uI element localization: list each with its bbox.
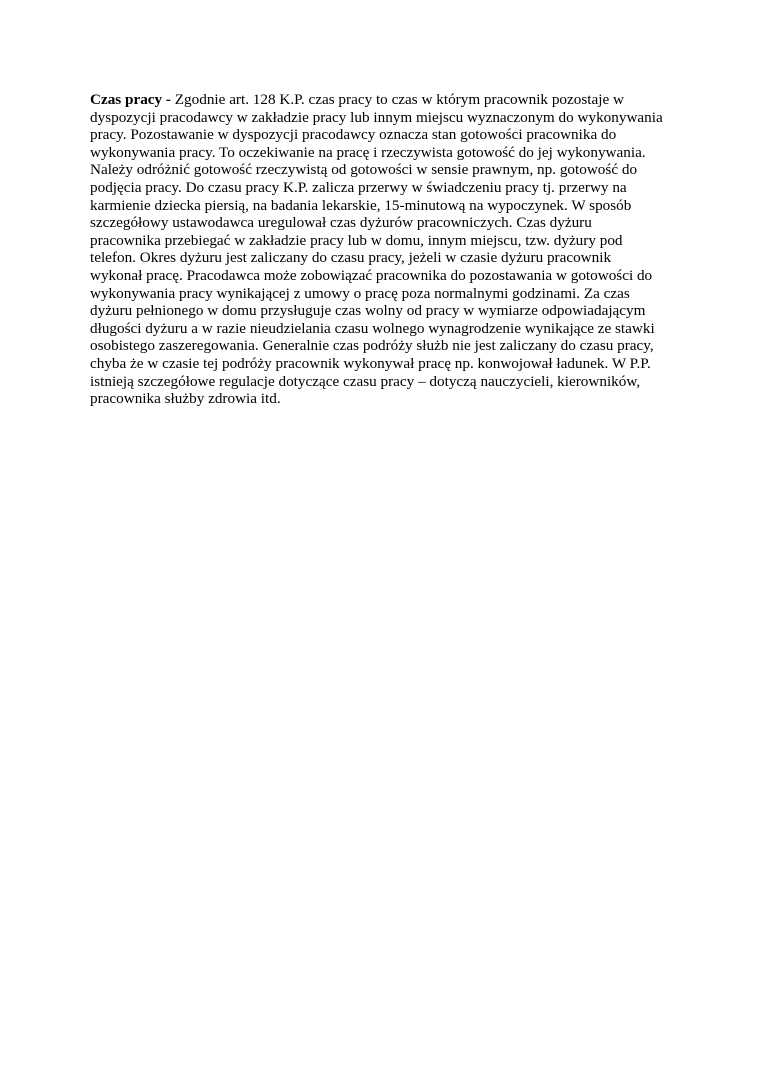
paragraph-line-7: karmienie dziecka piersią, na badania lekarskie, 15-minutową na wypoczynek. W sposób	[90, 196, 632, 214]
paragraph-line-4: wykonywania pracy. To oczekiwanie na pracę i rzeczywista gotowość do jej wykonywania.	[90, 143, 646, 161]
paragraph-line-5: Należy odróżnić gotowość rzeczywistą od gotowości w sensie prawnym, np. gotowość do	[90, 161, 638, 179]
paragraph-line-8: szczegółowy ustawodawca uregulował czas dyżurów pracowniczych. Czas dyżuru	[90, 214, 592, 232]
paragraph-line-2: dyspozycji pracodawcy w zakładzie pracy lub innym miejscu wyznaczonym do wykonywania	[90, 108, 663, 126]
paragraph-line-16: chyba że w czasie tej podróży pracownik wykonywał pracę np. konwojował ładunek. W P.P.	[90, 354, 651, 372]
paragraph-line-17: istnieją szczegółowe regulacje dotyczące czasu pracy – dotyczą nauczycieli, kierowników,	[90, 372, 641, 390]
paragraph-line-12: wykonywania pracy wynikającej z umowy o pracę poza normalnymi godzinami. Za czas	[90, 284, 630, 302]
paragraph-line-1	[90, 91, 672, 109]
paragraph-line-18: pracownika służby zdrowia itd.	[90, 390, 281, 408]
body-paragraph	[90, 91, 672, 408]
paragraph-line-11: wykonał pracę. Pracodawca może zobowiązać pracownika do pozostawania w gotowości do	[90, 266, 653, 284]
paragraph-line-6: podjęcia pracy. Do czasu pracy K.P. zalicza przerwy w świadczeniu pracy tj. przerwy na	[90, 178, 627, 196]
paragraph-line-14: długości dyżuru a w razie nieudzielania czasu wolnego wynagrodzenie wynikające ze stawki	[90, 319, 655, 337]
term-heading: Czas pracy -	[90, 91, 171, 108]
paragraph-line-10: telefon. Okres dyżuru jest zaliczany do czasu pracy, jeżeli w czasie dyżuru pracownik	[90, 249, 612, 267]
paragraph-line-3: pracy. Pozostawanie w dyspozycji pracodawcy oznacza stan gotowości pracownika do	[90, 126, 617, 144]
paragraph-line-15: osobistego zaszeregowania. Generalnie czas podróży służb nie jest zaliczany do czasu pracy,	[90, 337, 654, 355]
paragraph-line-9: pracownika przebiegać w zakładzie pracy lub w domu, innym miejscu, tzw. dyżury pod	[90, 231, 623, 249]
paragraph-line-13: dyżuru pełnionego w domu przysługuje czas wolny od pracy w wymiarze odpowiadającym	[90, 302, 646, 320]
line-text: Zgodnie art. 128 K.P. czas pracy to czas w którym pracownik pozostaje w	[170, 91, 624, 108]
